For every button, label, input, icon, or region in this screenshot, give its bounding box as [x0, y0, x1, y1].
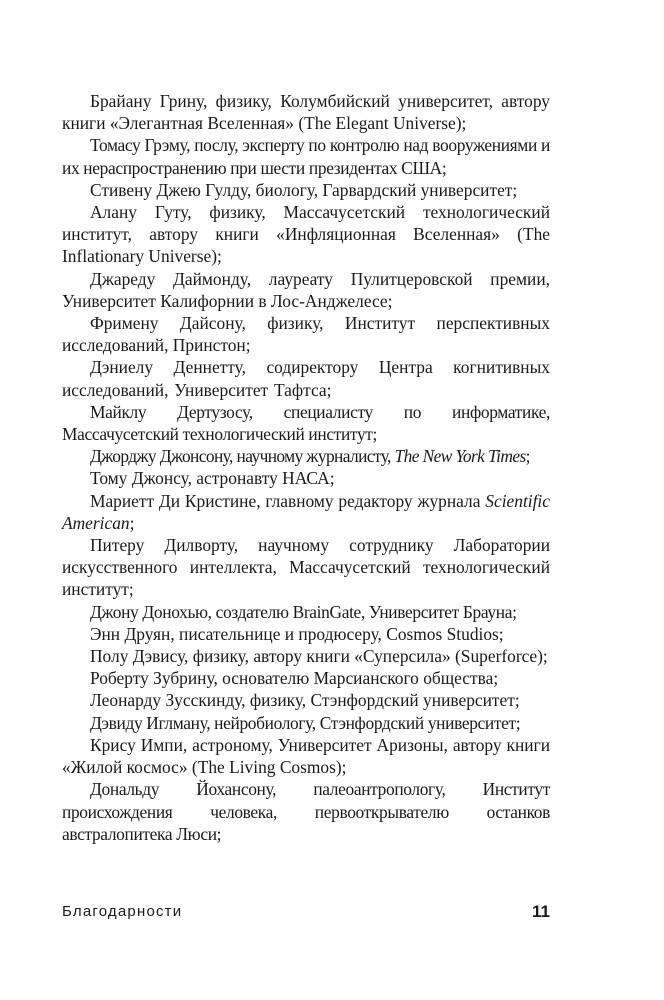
list-item: Дональду Йохансону, палеоантропологу, Институт происхождения человека, первооткрывателю останков австралопитека Люси; [62, 779, 550, 844]
list-item: Стивену Джею Гулду, биологу, Гарвардский университет; [90, 179, 518, 200]
list-item: Томасу Грэму, послу, эксперту по контролю над вооружениями и их нераспространению при шести президентах США; [62, 135, 550, 178]
list-item: Брайану Грину, физику, Колумбийский университет, автору книги «Элегантная Вселенная» (The Elegant Universe); [62, 91, 550, 134]
page-number: 11 [532, 902, 550, 921]
page-footer [62, 903, 550, 927]
list-item: Роберту Зубрину, основателю Марсианского общества; [90, 668, 499, 689]
list-item [62, 490, 550, 534]
list-item: Дэвиду Иглману, нейробиологу, Стэнфордский университет; [90, 712, 521, 733]
list-item: Дэниелу Деннетту, содиректору Центра когнитивных исследований, Университет Тафтса; [62, 357, 550, 400]
entry-text-end: ; [129, 512, 135, 533]
list-item: Тому Джонсу, астронавту НАСА; [90, 468, 335, 489]
entry-text-end: ; [525, 446, 530, 467]
entry-text: Джорджу Джонсону, научному журналисту, [90, 446, 395, 467]
list-item: Алану Гуту, физику, Массачусетский технологический институт, автору книги «Инфляционная Вселенная» (The Inflationary Universe); [62, 202, 550, 267]
list-item: Фримену Дайсону, физику, Институт перспективных исследований, Принстон; [62, 313, 550, 356]
list-item: Крису Импи, астроному, Университет Аризоны, автору книги «Жилой космос» (The Living Cosmos); [62, 734, 550, 778]
list-item: Питеру Дилворту, научному сотруднику Лаборатории искусственного интеллекта, Массачусетский технологический институт; [62, 535, 550, 600]
list-item: Полу Дэвису, физику, автору книги «Суперсила» (Superforce); [90, 646, 548, 667]
list-item: Майклу Дертузосу, специалисту по информатике, Массачусетский технологический институт; [62, 401, 550, 445]
entry-text: Мариетт Ди Кристине, главному редактору журнала [90, 490, 486, 511]
list-item: Леонарду Зусскинду, физику, Стэнфордский университет; [90, 690, 520, 711]
acknowledgements-list [62, 90, 550, 845]
list-item: Джону Донохью, создателю BrainGate, Университет Брауна; [90, 601, 517, 622]
list-item: Джареду Даймонду, лауреату Пулитцеровской премии, Университет Калифорнии в Лос-Анджелесе; [62, 268, 550, 311]
list-item [62, 445, 550, 467]
publication-title: The New York Times [394, 446, 526, 467]
publication-title: Scientific American [62, 490, 550, 533]
list-item: Энн Друян, писательнице и продюсеру, Cosmos Studios; [90, 623, 504, 644]
running-title: Благодарности [62, 903, 183, 920]
